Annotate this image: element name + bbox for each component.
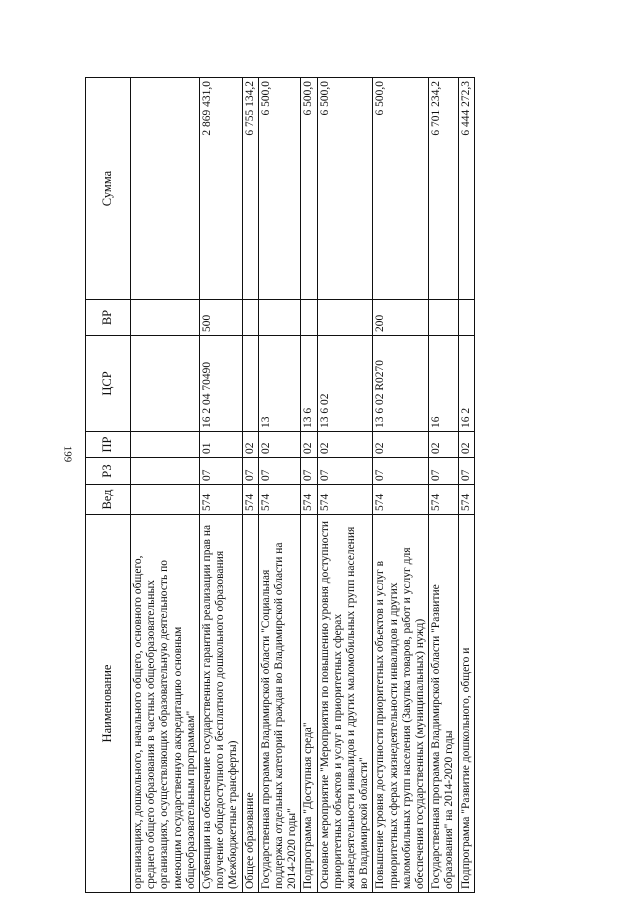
cell-csr: 16 [429, 336, 458, 432]
header-row [86, 78, 131, 893]
table-row [258, 78, 301, 893]
cell-pr: 02 [301, 432, 317, 458]
cell-csr: 13 6 02 [317, 336, 373, 432]
cell-sum: 6 500,0 [258, 78, 301, 300]
header-pr: ПР [86, 432, 131, 458]
cell-vr [317, 300, 373, 336]
cell-name: Подпрограмма "Доступная среда" [301, 515, 317, 893]
cell-vr [301, 300, 317, 336]
cell-name: Основное мероприятие "Мероприятия по повышению уровня доступности приоритетных объектов и услуг в приоритетных сферах жизнедеятельности инвалидов и других маломобильных групп населения во Владимирской области" [317, 515, 373, 893]
cell-rz: 07 [258, 458, 301, 485]
cell-rz: 07 [429, 458, 458, 485]
cell-ved: 574 [301, 485, 317, 515]
cell-vr: 500 [200, 300, 243, 336]
cell-sum: 6 500,0 [317, 78, 373, 300]
header-name: Наименование [86, 515, 131, 893]
cell-rz [131, 458, 200, 485]
cell-csr: 13 [258, 336, 301, 432]
cell-vr: 200 [373, 300, 429, 336]
cell-vr [258, 300, 301, 336]
cell-sum: 6 444 272,3 [458, 78, 474, 300]
cell-csr [242, 336, 258, 432]
cell-vr [242, 300, 258, 336]
table-row [317, 78, 373, 893]
cell-ved: 574 [242, 485, 258, 515]
table-row [458, 78, 474, 893]
rotated-page [85, 78, 614, 893]
cell-name: организациях, дошкольного, начального общего, основного общего, среднего общего образования в частных общеобразовательных организациях, осуществляющих образовательную деятельность по имеющим государственную аккредитацию основным общеобразовательным программам" [131, 515, 200, 893]
cell-ved: 574 [258, 485, 301, 515]
cell-ved: 574 [317, 485, 373, 515]
cell-rz: 07 [317, 458, 373, 485]
cell-rz: 07 [200, 458, 243, 485]
cell-name: Повышение уровня доступности приоритетных объектов и услуг в приоритетных сферах жизнедеятельности инвалидов и других маломобильных групп населения (Закупка товаров, работ и услуг для обеспечения государственных (муниципальных) нужд) [373, 515, 429, 893]
table-row [373, 78, 429, 893]
cell-name: Государственная программа Владимирской области "Развитие образования" на 2014-2020 годы [429, 515, 458, 893]
cell-csr: 13 6 02 R0270 [373, 336, 429, 432]
header-ved: Вед [86, 485, 131, 515]
cell-pr: 02 [429, 432, 458, 458]
cell-rz: 07 [242, 458, 258, 485]
table-row [242, 78, 258, 893]
cell-pr: 01 [200, 432, 243, 458]
cell-sum [131, 78, 200, 300]
cell-csr: 13 6 [301, 336, 317, 432]
cell-name: Подпрограмма "Развитие дошкольного, общего и [458, 515, 474, 893]
cell-sum: 6 500,0 [301, 78, 317, 300]
table-row [131, 78, 200, 893]
header-vr: ВР [86, 300, 131, 336]
cell-csr: 16 2 04 70490 [200, 336, 243, 432]
cell-sum: 2 869 431,0 [200, 78, 243, 300]
table-row [429, 78, 458, 893]
cell-name: Общее образование [242, 515, 258, 893]
cell-ved [131, 485, 200, 515]
cell-vr [429, 300, 458, 336]
cell-csr: 16 2 [458, 336, 474, 432]
cell-vr [131, 300, 200, 336]
table-row [200, 78, 243, 893]
cell-pr: 02 [242, 432, 258, 458]
cell-vr [458, 300, 474, 336]
cell-rz: 07 [373, 458, 429, 485]
budget-table [85, 77, 475, 893]
cell-sum: 6 500,0 [373, 78, 429, 300]
cell-name: Государственная программа Владимирской области "Социальная поддержка отдельных категорий граждан во Владимирской области на 2014-2020 годы" [258, 515, 301, 893]
cell-pr: 02 [458, 432, 474, 458]
cell-pr: 02 [317, 432, 373, 458]
cell-ved: 574 [429, 485, 458, 515]
cell-rz: 07 [301, 458, 317, 485]
cell-pr [131, 432, 200, 458]
cell-sum: 6 755 134,2 [242, 78, 258, 300]
cell-name: Субвенции на обеспечение государственных гарантий реализации прав на получение общедоступного и бесплатного дошкольного образования (Межбюджетные трансферты) [200, 515, 243, 893]
cell-pr: 02 [373, 432, 429, 458]
table-row [301, 78, 317, 893]
cell-ved: 574 [373, 485, 429, 515]
header-csr: ЦСР [86, 336, 131, 432]
cell-csr [131, 336, 200, 432]
cell-rz: 07 [458, 458, 474, 485]
header-rz: РЗ [86, 458, 131, 485]
header-sum: Сумма [86, 78, 131, 300]
cell-ved: 574 [200, 485, 243, 515]
cell-sum: 6 701 234,2 [429, 78, 458, 300]
page-number: 199 [61, 445, 74, 463]
cell-pr: 02 [258, 432, 301, 458]
cell-ved: 574 [458, 485, 474, 515]
